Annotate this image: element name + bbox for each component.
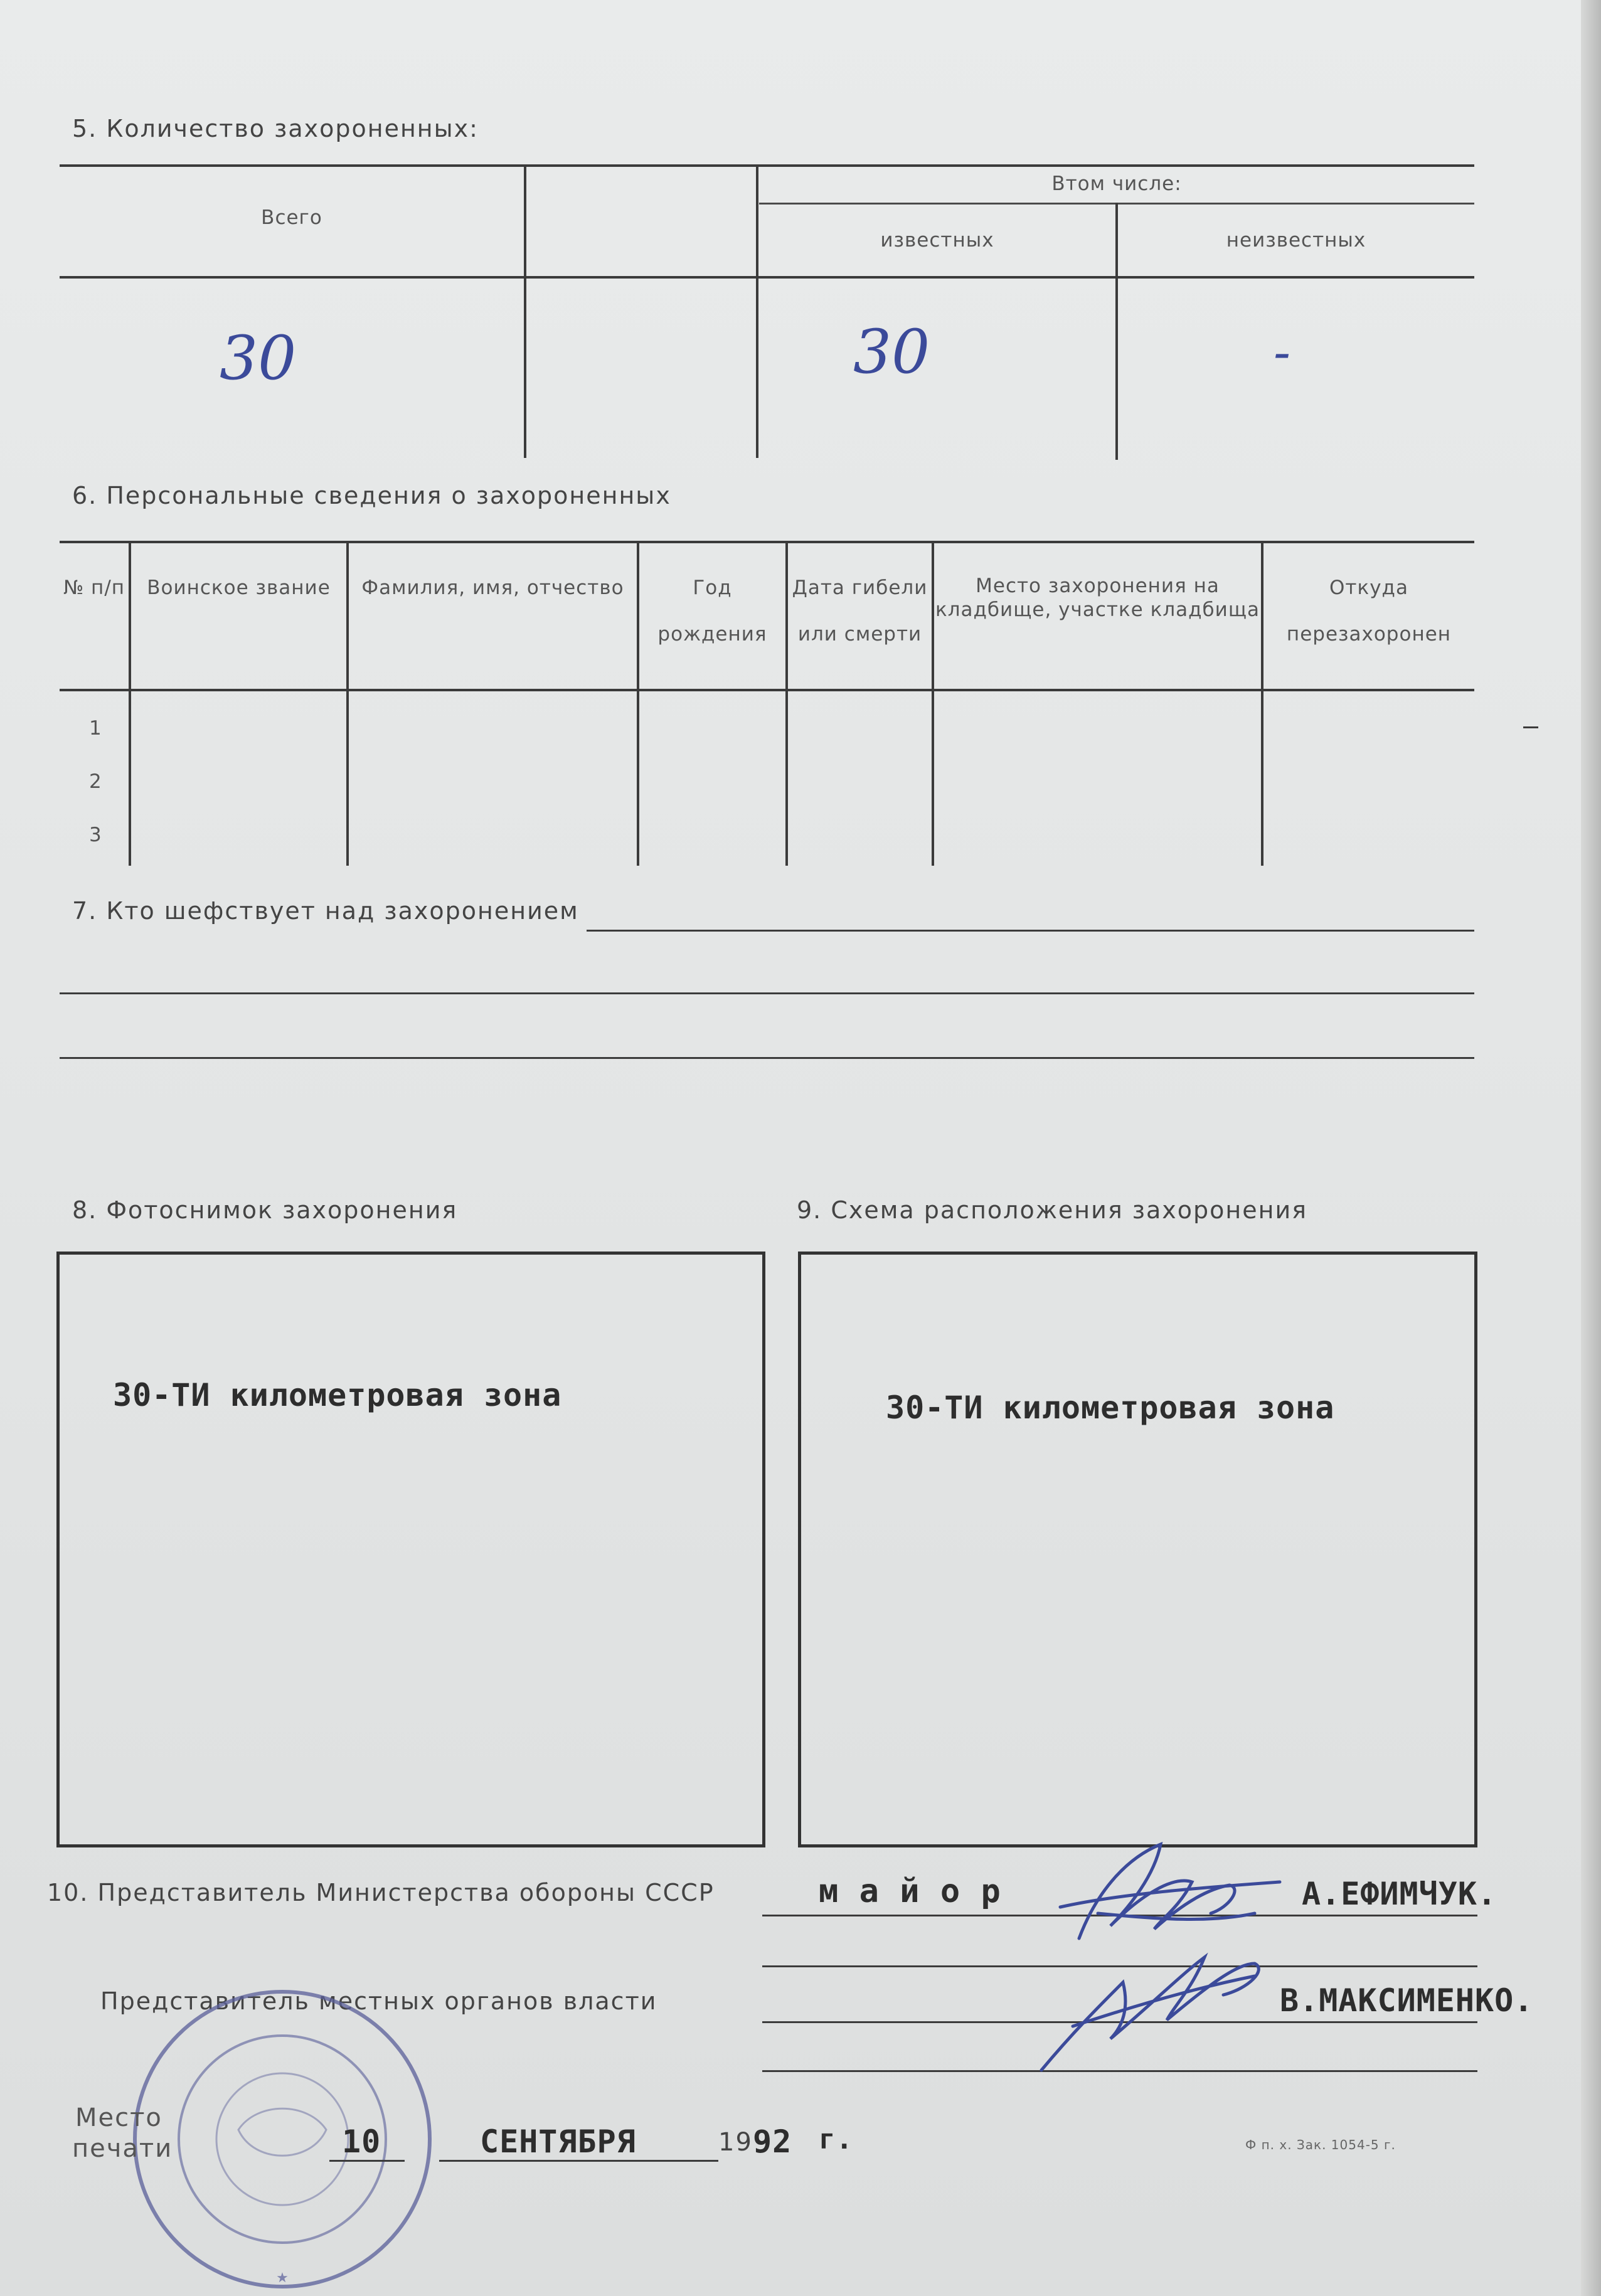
scheme-box	[798, 1252, 1477, 1847]
margin-dash	[1523, 726, 1538, 728]
stamp-place-label: Место	[75, 2103, 162, 2132]
signature-mod	[1004, 1819, 1330, 2083]
section10-title: 10. Представитель Министерства обороны СССР	[47, 1879, 715, 1906]
patron-line	[60, 992, 1474, 994]
header-total: Всего	[261, 206, 322, 229]
row-number: 1	[89, 717, 102, 740]
col-birth-year: Год рождения	[657, 577, 767, 646]
patron-line	[60, 1057, 1474, 1059]
date-day-line	[329, 2160, 405, 2162]
mod-rank: м а й о р	[819, 1873, 1001, 1910]
date-year-suffix: 92	[753, 2123, 792, 2160]
known-count-handwritten: 30	[853, 317, 930, 387]
date-month: СЕНТЯБРЯ	[480, 2123, 636, 2160]
section8-title: 8. Фотоснимок захоронения	[72, 1196, 458, 1224]
photo-box-text: 30-ТИ километровая зона	[113, 1377, 562, 1413]
header-including: Втом числе:	[1051, 173, 1182, 195]
stamp-place-label: печати	[72, 2134, 173, 2163]
row-number: 2	[89, 770, 102, 793]
col-reburied-from: Откуда перезахоронен	[1286, 577, 1452, 646]
header-unknown: неизвестных	[1226, 229, 1366, 252]
total-count-handwritten: 30	[220, 323, 297, 393]
mod-representative-name: А.ЕФИМЧУК.	[1302, 1876, 1497, 1912]
row-number: 3	[89, 824, 102, 846]
print-code: Ф п. х. Зак. 1054-5 г.	[1245, 2137, 1396, 2152]
col-number: № п/п	[63, 577, 125, 599]
unknown-count-handwritten: -	[1274, 323, 1291, 381]
col-rank: Воинское звание	[147, 577, 331, 599]
col-burial-place: Место захоронения на кладбище, участке кладбища	[935, 575, 1260, 621]
section6-title: 6. Персональные сведения о захороненных	[72, 482, 671, 509]
date-day: 10	[342, 2123, 381, 2160]
header-known: известных	[880, 229, 994, 252]
local-representative-label: Представитель местных органов власти	[100, 1987, 657, 2015]
section5-title: 5. Количество захороненных:	[72, 115, 479, 142]
photo-box	[56, 1252, 765, 1847]
patron-line	[587, 930, 1474, 932]
date-month-line	[439, 2160, 718, 2162]
local-representative-name: В.МАКСИМЕНКО.	[1280, 1982, 1534, 2019]
binding-edge	[1581, 0, 1601, 2296]
date-year-unit: г.	[819, 2123, 853, 2155]
date-year-prefix: 19	[718, 2128, 753, 2157]
svg-text:★: ★	[276, 2270, 289, 2286]
col-fullname: Фамилия, имя, отчество	[361, 577, 624, 599]
scheme-box-text: 30-ТИ километровая зона	[886, 1390, 1335, 1426]
section7-title: 7. Кто шефствует над захоронением	[72, 897, 579, 925]
col-death-date: Дата гибели или смерти	[792, 577, 928, 646]
section9-title: 9. Схема расположения захоронения	[797, 1196, 1308, 1224]
